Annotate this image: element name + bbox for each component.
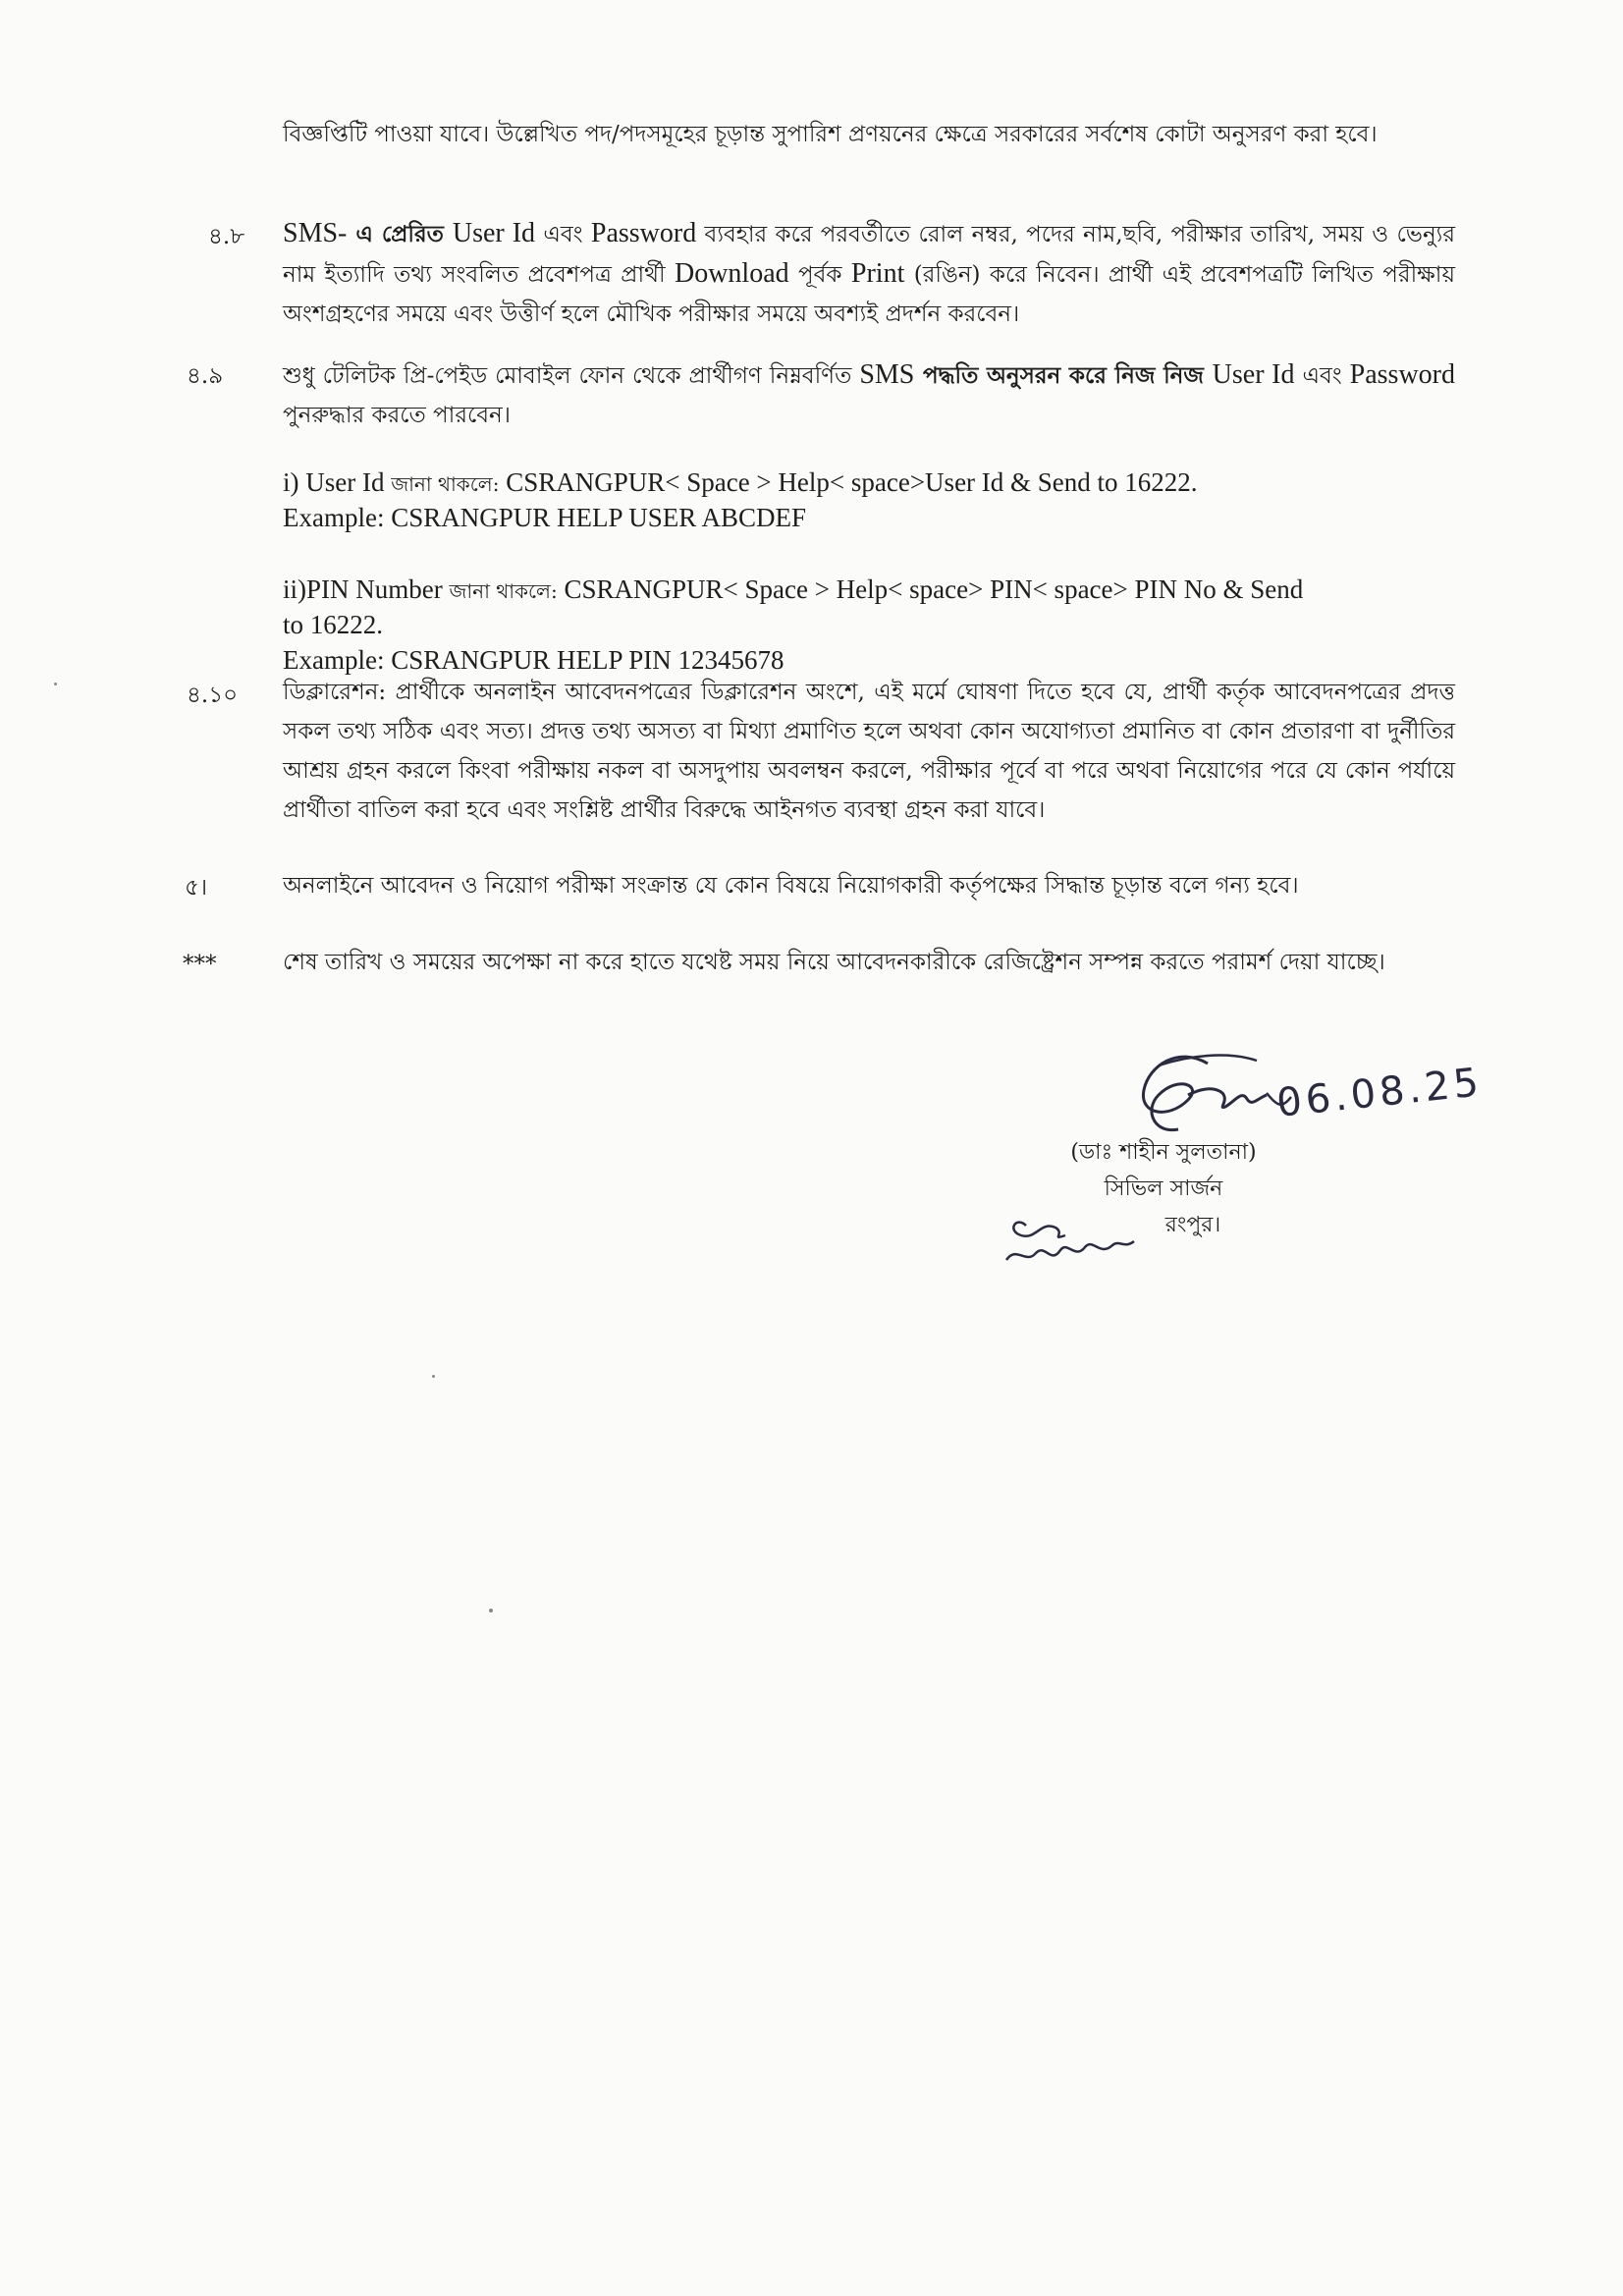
method-text: পদ্ধতি অনুসরন করে নিজ নিজ	[914, 362, 1213, 389]
user-id-label: i) User Id	[283, 467, 392, 497]
teletalk-text: শুধু টেলিটক প্রি-পেইড মোবাইল ফোন থেকে প্রার্থীগণ নিম্নবর্ণিত	[283, 363, 860, 389]
sms-term: SMS	[859, 359, 915, 390]
sms-line-1	[283, 465, 1461, 501]
item-4-8-text	[283, 214, 1455, 334]
sms-example-1: Example: CSRANGPUR HELP USER ABCDEF	[283, 503, 807, 532]
item-5-text: অনলাইনে আবেদন ও নিয়োগ পরীক্ষা সংক্রান্ত যে কোন বিষয়ে নিয়োগকারী কর্তৃপক্ষের সিদ্ধান্ত চূড়ান্ত বলে গন্য হবে।	[283, 873, 1299, 899]
sms-line-3	[283, 573, 1461, 608]
recover-text: পুনরুদ্ধার করতে পারবেন।	[283, 403, 511, 428]
scan-speck	[489, 1609, 493, 1613]
item-4-9-number: ৪.৯	[187, 363, 224, 389]
sms-line-4: to 16222.	[283, 610, 384, 639]
print-term: Print	[850, 258, 905, 289]
item-4-8-number: ৪.৮	[208, 224, 245, 249]
note-marker: ***	[183, 952, 217, 977]
item-4-10-number: ৪.১০	[187, 683, 239, 708]
scan-speck	[54, 683, 57, 685]
and-word: এবং	[1294, 363, 1350, 389]
if-known-text: জানা থাকলে:	[391, 472, 500, 496]
admit-card-text: ব্যবহার করে পরবর্তীতে রোল নম্বর, পদের নাম,ছবি, পরীক্ষার তারিখ, সময় ও ভেন্যুর নাম ইত্যাদি তথ্য সংবলিত প্রবেশপত্র প্রার্থী	[283, 222, 1455, 288]
sms-example-2: Example: CSRANGPUR HELP PIN 12345678	[283, 645, 784, 675]
initials-scribble	[997, 1206, 1144, 1275]
admit-card-instructions: (রঙিন) করে নিবেন। প্রার্থী এই প্রবেশপত্রটি লিখিত পরীক্ষায় অংশগ্রহণের সময়ে এবং উত্তীর্ণ হলে মৌখিক পরীক্ষার সময়ে অবশ্যই প্রদর্শন করবেন।	[283, 262, 1456, 327]
password-term: Password	[1349, 359, 1455, 390]
password-term: Password	[590, 218, 697, 248]
user-id-term: User Id	[1212, 359, 1295, 390]
handwritten-date: 06.08.25	[1274, 1060, 1485, 1126]
item-5-number: ৫।	[185, 875, 208, 901]
sent-term: এ প্রেরিত	[347, 221, 453, 247]
sms-format-user: CSRANGPUR< Space > Help< space>User Id & Send to 16222.	[499, 467, 1198, 497]
item-4-10-text: ডিক্লারেশন: প্রার্থীকে অনলাইন আবেদনপত্রের ডিক্লারেশন অংশে, এই মর্মে ঘোষণা দিতে হবে যে, প্রার্থী কর্তৃক আবেদনপত্রের প্রদত্ত সকল তথ্য সঠিক এবং সত্য। প্রদত্ত তথ্য অসত্য বা মিথ্যা প্রমাণিত হলে অথবা কোন অযোগ্যতা প্রমানিত বা কোন প্রতারণা বা দুর্নীতির আশ্রয় গ্রহন করলে কিংবা পরীক্ষায় নকল বা অসদুপায় অবলম্বন করলে, পরীক্ষার পূর্বে বা পরে অথবা নিয়োগের পরে যে কোন পর্যায়ে প্রার্থীতা বাতিল করা হবে এবং সংশ্লিষ্ট প্রার্থীর বিরুদ্ধে আইনগত ব্যবস্থা গ্রহন করা যাবে।	[283, 680, 1455, 823]
purbok-word: পূর্বক	[788, 262, 851, 288]
download-term: Download	[674, 258, 789, 289]
and-word: এবং	[535, 222, 591, 247]
sms-format-pin: CSRANGPUR< Space > Help< space> PIN< space> PIN No & Send	[557, 574, 1304, 604]
pin-number-label: ii)PIN Number	[283, 574, 450, 604]
signer-designation: সিভিল সার্জন	[1104, 1176, 1223, 1201]
item-4-9-text	[283, 355, 1455, 435]
if-known-text: জানা থাকলে:	[449, 579, 558, 603]
note-text: শেষ তারিখ ও সময়ের অপেক্ষা না করে হাতে যথেষ্ট সময় নিয়ে আবেদনকারীকে রেজিষ্ট্রেশন সম্পন্ন করতে পরামর্শ দেয়া যাচ্ছে।	[283, 950, 1385, 975]
sms-term: SMS-	[283, 218, 348, 248]
signer-name: (ডাঃ শাহীন সুলতানা)	[1070, 1140, 1257, 1165]
continuation-paragraph: বিজ্ঞপ্তিটি পাওয়া যাবে। উল্লেখিত পদ/পদসমূহের চূড়ান্ত সুপারিশ প্রণয়নের ক্ষেত্রে সরকারের সর্বশেষ কোটা অনুসরণ করা হবে।	[283, 122, 1378, 147]
signer-place: রংপুর।	[1164, 1213, 1221, 1237]
scan-speck	[432, 1375, 435, 1378]
user-id-term: User Id	[452, 218, 536, 248]
